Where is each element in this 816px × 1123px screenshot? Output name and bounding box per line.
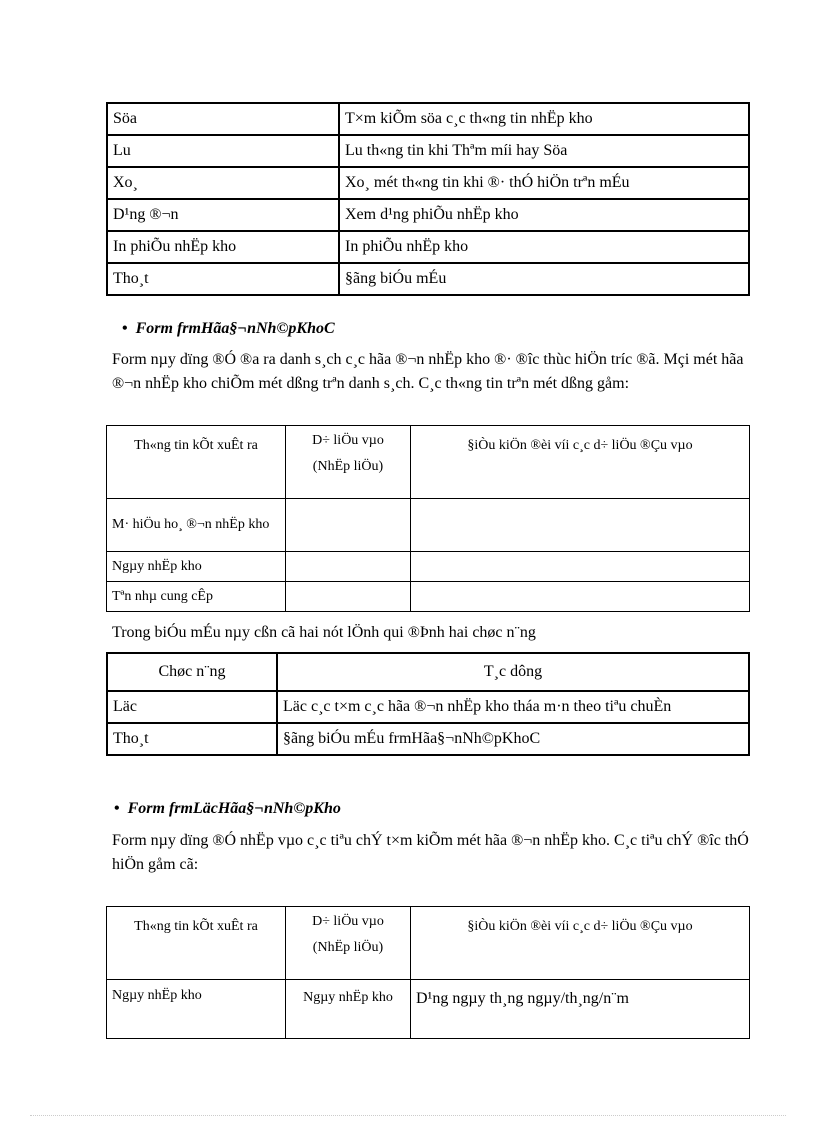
table-row [107,980,750,1039]
section-paragraph: Trong biÓu mÉu nµy cßn cã hai nót lÖnh qui ®Þnh hai chøc n¨ng [112,624,536,641]
table-row [107,499,750,552]
table-cell [411,499,750,552]
bullet-icon: • [114,800,120,817]
header-line: D÷ liÖu vµo [312,914,384,929]
table-row [107,167,749,199]
section-paragraph: Form nµy dïng ®Ó ®a ra danh s¸ch c¸c hãa ®¬n nhËp kho ®· ®îc thùc hiÖn tríc ®ã. Mçi mét hãa ®¬n nhËp kho chiÕm mét dßng trªn danh s¸ch. C¸c th«ng tin trªn mét dßng gåm: [112,351,744,392]
table-cell: Läc c¸c t×m c¸c hãa ®¬n nhËp kho tháa m·n theo tiªu chuÈn [277,691,749,723]
table-cell: Tªn nhµ cung cÊp [107,582,286,612]
filter-criteria-table [106,906,750,1039]
table-row [107,199,749,231]
table-cell: Söa [107,103,339,135]
table-header: §iÒu kiÖn ®èi víi c¸c d÷ liÖu ®Çu vµo [411,426,750,499]
table-row [107,582,750,612]
table-cell: Lu [107,135,339,167]
button-function-table [106,102,750,296]
table-row [107,231,749,263]
table-header: T¸c dông [277,653,749,691]
table-row [107,103,749,135]
table-cell: Ngµy nhËp kho [107,552,286,582]
table-header: Th«ng tin kÕt xuÊt ra [107,907,286,980]
section-heading [122,320,335,338]
bullet-icon: • [122,320,128,337]
table-cell: Ngµy nhËp kho [286,980,411,1039]
table-header [286,426,411,499]
table-header [286,907,411,980]
table-cell: Tho¸t [107,723,277,755]
table-cell [286,552,411,582]
table-header: Chøc n¨ng [107,653,277,691]
table-header-row [107,907,750,980]
table-cell [286,582,411,612]
table-cell [411,552,750,582]
table-row [107,552,750,582]
table-cell: In phiÕu nhËp kho [107,231,339,263]
table-cell: §ãng biÓu mÉu [339,263,749,295]
table-row [107,263,749,295]
table-header: Th«ng tin kÕt xuÊt ra [107,426,286,499]
table-cell [411,582,750,612]
page-footer-divider [30,1115,786,1116]
section-paragraph: Form nµy dïng ®Ó nhËp vµo c¸c tiªu chÝ t×m kiÕm mét hãa ®¬n nhËp kho. C¸c tiªu chÝ ®îc thÓ hiÖn gåm cã: [112,832,749,873]
table-header-row [107,653,749,691]
output-info-table [106,425,750,612]
table-cell: T×m kiÕm söa c¸c th«ng tin nhËp kho [339,103,749,135]
table-cell: Lu th«ng tin khi Thªm míi hay Söa [339,135,749,167]
table-header: §iÒu kiÖn ®èi víi c¸c d÷ liÖu ®Çu vµo [411,907,750,980]
table-cell: Xem d¹ng phiÕu nhËp kho [339,199,749,231]
table-cell: In phiÕu nhËp kho [339,231,749,263]
header-line: D÷ liÖu vµo [312,433,384,448]
table-row [107,723,749,755]
section-title: Form frmLäcHãa§¬nNh©pKho [127,800,341,817]
table-cell: Ngµy nhËp kho [107,980,286,1039]
function-action-table [106,652,750,756]
table-row [107,691,749,723]
table-cell: D¹ng ngµy th¸ng ngµy/th¸ng/n¨m [411,980,750,1039]
table-cell: Xo¸ mét th«ng tin khi ®· thÓ hiÖn trªn mÉu [339,167,749,199]
header-line: (NhËp liÖu) [312,459,384,474]
section-title: Form frmHãa§¬nNh©pKhoC [135,320,335,337]
section-heading [114,800,341,818]
table-cell: Läc [107,691,277,723]
table-cell: Xo¸ [107,167,339,199]
table-cell: §ãng biÓu mÉu frmHãa§¬nNh©pKhoC [277,723,749,755]
header-line: (NhËp liÖu) [312,940,384,955]
table-header-row [107,426,750,499]
table-cell: D¹ng ®¬n [107,199,339,231]
table-cell [286,499,411,552]
table-cell: Tho¸t [107,263,339,295]
table-row [107,135,749,167]
table-cell: M· hiÖu ho¸ ®¬n nhËp kho [107,499,286,552]
